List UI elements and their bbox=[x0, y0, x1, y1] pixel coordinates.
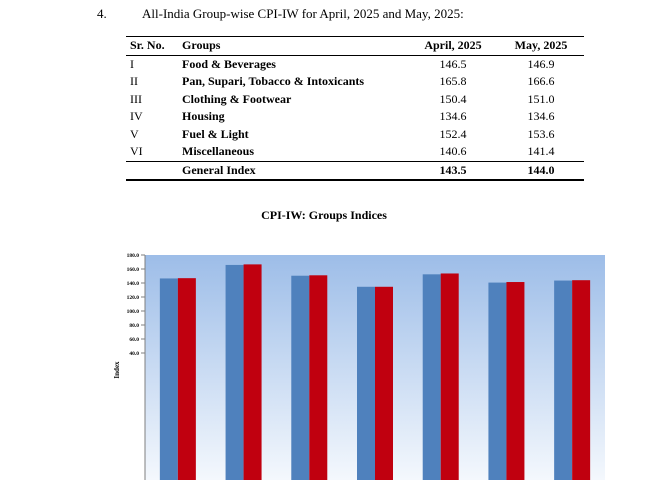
bar-series2 bbox=[178, 278, 196, 480]
row-april: 146.5 bbox=[439, 56, 467, 71]
y-tick-label: 80.0 bbox=[129, 323, 139, 329]
bar-series2 bbox=[506, 282, 524, 480]
row-sr: IV bbox=[130, 109, 143, 123]
bar-series1 bbox=[357, 287, 375, 480]
bar-series2 bbox=[441, 273, 459, 480]
general-index-row bbox=[126, 161, 584, 180]
row-sr: V bbox=[130, 126, 139, 141]
bar-series1 bbox=[423, 274, 441, 480]
bar-series2 bbox=[244, 264, 262, 480]
cpi-table bbox=[126, 36, 584, 181]
bar-series2 bbox=[309, 275, 327, 480]
row-may: 153.6 bbox=[527, 126, 555, 141]
bar-series1 bbox=[554, 281, 572, 480]
row-sr: VI bbox=[130, 144, 143, 158]
row-may: 134.6 bbox=[527, 109, 555, 123]
row-may: 146.9 bbox=[527, 56, 555, 71]
section-title: All-India Group-wise CPI-IW for April, 2025 and May, 2025: bbox=[142, 6, 464, 21]
row-group: Miscellaneous bbox=[182, 144, 254, 158]
table-row bbox=[126, 91, 584, 109]
row-april: 140.6 bbox=[439, 144, 467, 158]
row-sr: II bbox=[130, 74, 138, 88]
total-may: 144.0 bbox=[498, 161, 584, 180]
table-row bbox=[126, 108, 584, 126]
total-label: General Index bbox=[182, 161, 408, 180]
table-row bbox=[126, 55, 584, 73]
bar-series2 bbox=[572, 280, 590, 480]
y-tick-label: 160.0 bbox=[126, 267, 139, 273]
row-may: 141.4 bbox=[527, 144, 555, 158]
bar-series1 bbox=[160, 278, 178, 480]
row-group: Pan, Supari, Tobacco & Intoxicants bbox=[182, 74, 365, 88]
bar-chart bbox=[100, 240, 620, 480]
y-tick-label: 40.0 bbox=[129, 351, 139, 357]
row-group: Housing bbox=[182, 109, 225, 123]
row-sr: III bbox=[130, 91, 142, 106]
table-header-row bbox=[126, 37, 584, 56]
row-april: 165.8 bbox=[439, 74, 467, 88]
row-group: Clothing & Footwear bbox=[182, 91, 292, 106]
row-april: 150.4 bbox=[439, 91, 467, 106]
table-row bbox=[126, 143, 584, 161]
chart-title: CPI-IW: Groups Indices bbox=[261, 208, 387, 222]
row-april: 134.6 bbox=[439, 109, 467, 123]
total-sr-empty bbox=[126, 161, 182, 180]
bar-series1 bbox=[291, 276, 309, 480]
section-number: 4. bbox=[97, 6, 107, 21]
bar-series1 bbox=[226, 265, 244, 480]
table-row bbox=[126, 126, 584, 144]
header-groups: Groups bbox=[182, 37, 408, 56]
y-axis-label: Index bbox=[113, 361, 121, 379]
y-tick-label: 180.0 bbox=[126, 253, 139, 259]
row-may: 151.0 bbox=[527, 91, 555, 106]
header-april: April, 2025 bbox=[408, 37, 498, 56]
y-tick-label: 60.0 bbox=[129, 337, 139, 343]
bar-series2 bbox=[375, 287, 393, 480]
table-row bbox=[126, 73, 584, 91]
header-may: May, 2025 bbox=[498, 37, 584, 56]
row-may: 166.6 bbox=[527, 74, 555, 88]
y-tick-label: 120.0 bbox=[126, 295, 139, 301]
row-group: Fuel & Light bbox=[182, 126, 249, 141]
y-tick-label: 100.0 bbox=[126, 309, 139, 315]
y-tick-label: 140.0 bbox=[126, 281, 139, 287]
bar-series1 bbox=[488, 283, 506, 480]
total-april: 143.5 bbox=[408, 161, 498, 180]
row-group: Food & Beverages bbox=[182, 56, 276, 71]
row-april: 152.4 bbox=[439, 126, 467, 141]
row-sr: I bbox=[130, 56, 134, 71]
header-sr-no: Sr. No. bbox=[126, 37, 182, 56]
